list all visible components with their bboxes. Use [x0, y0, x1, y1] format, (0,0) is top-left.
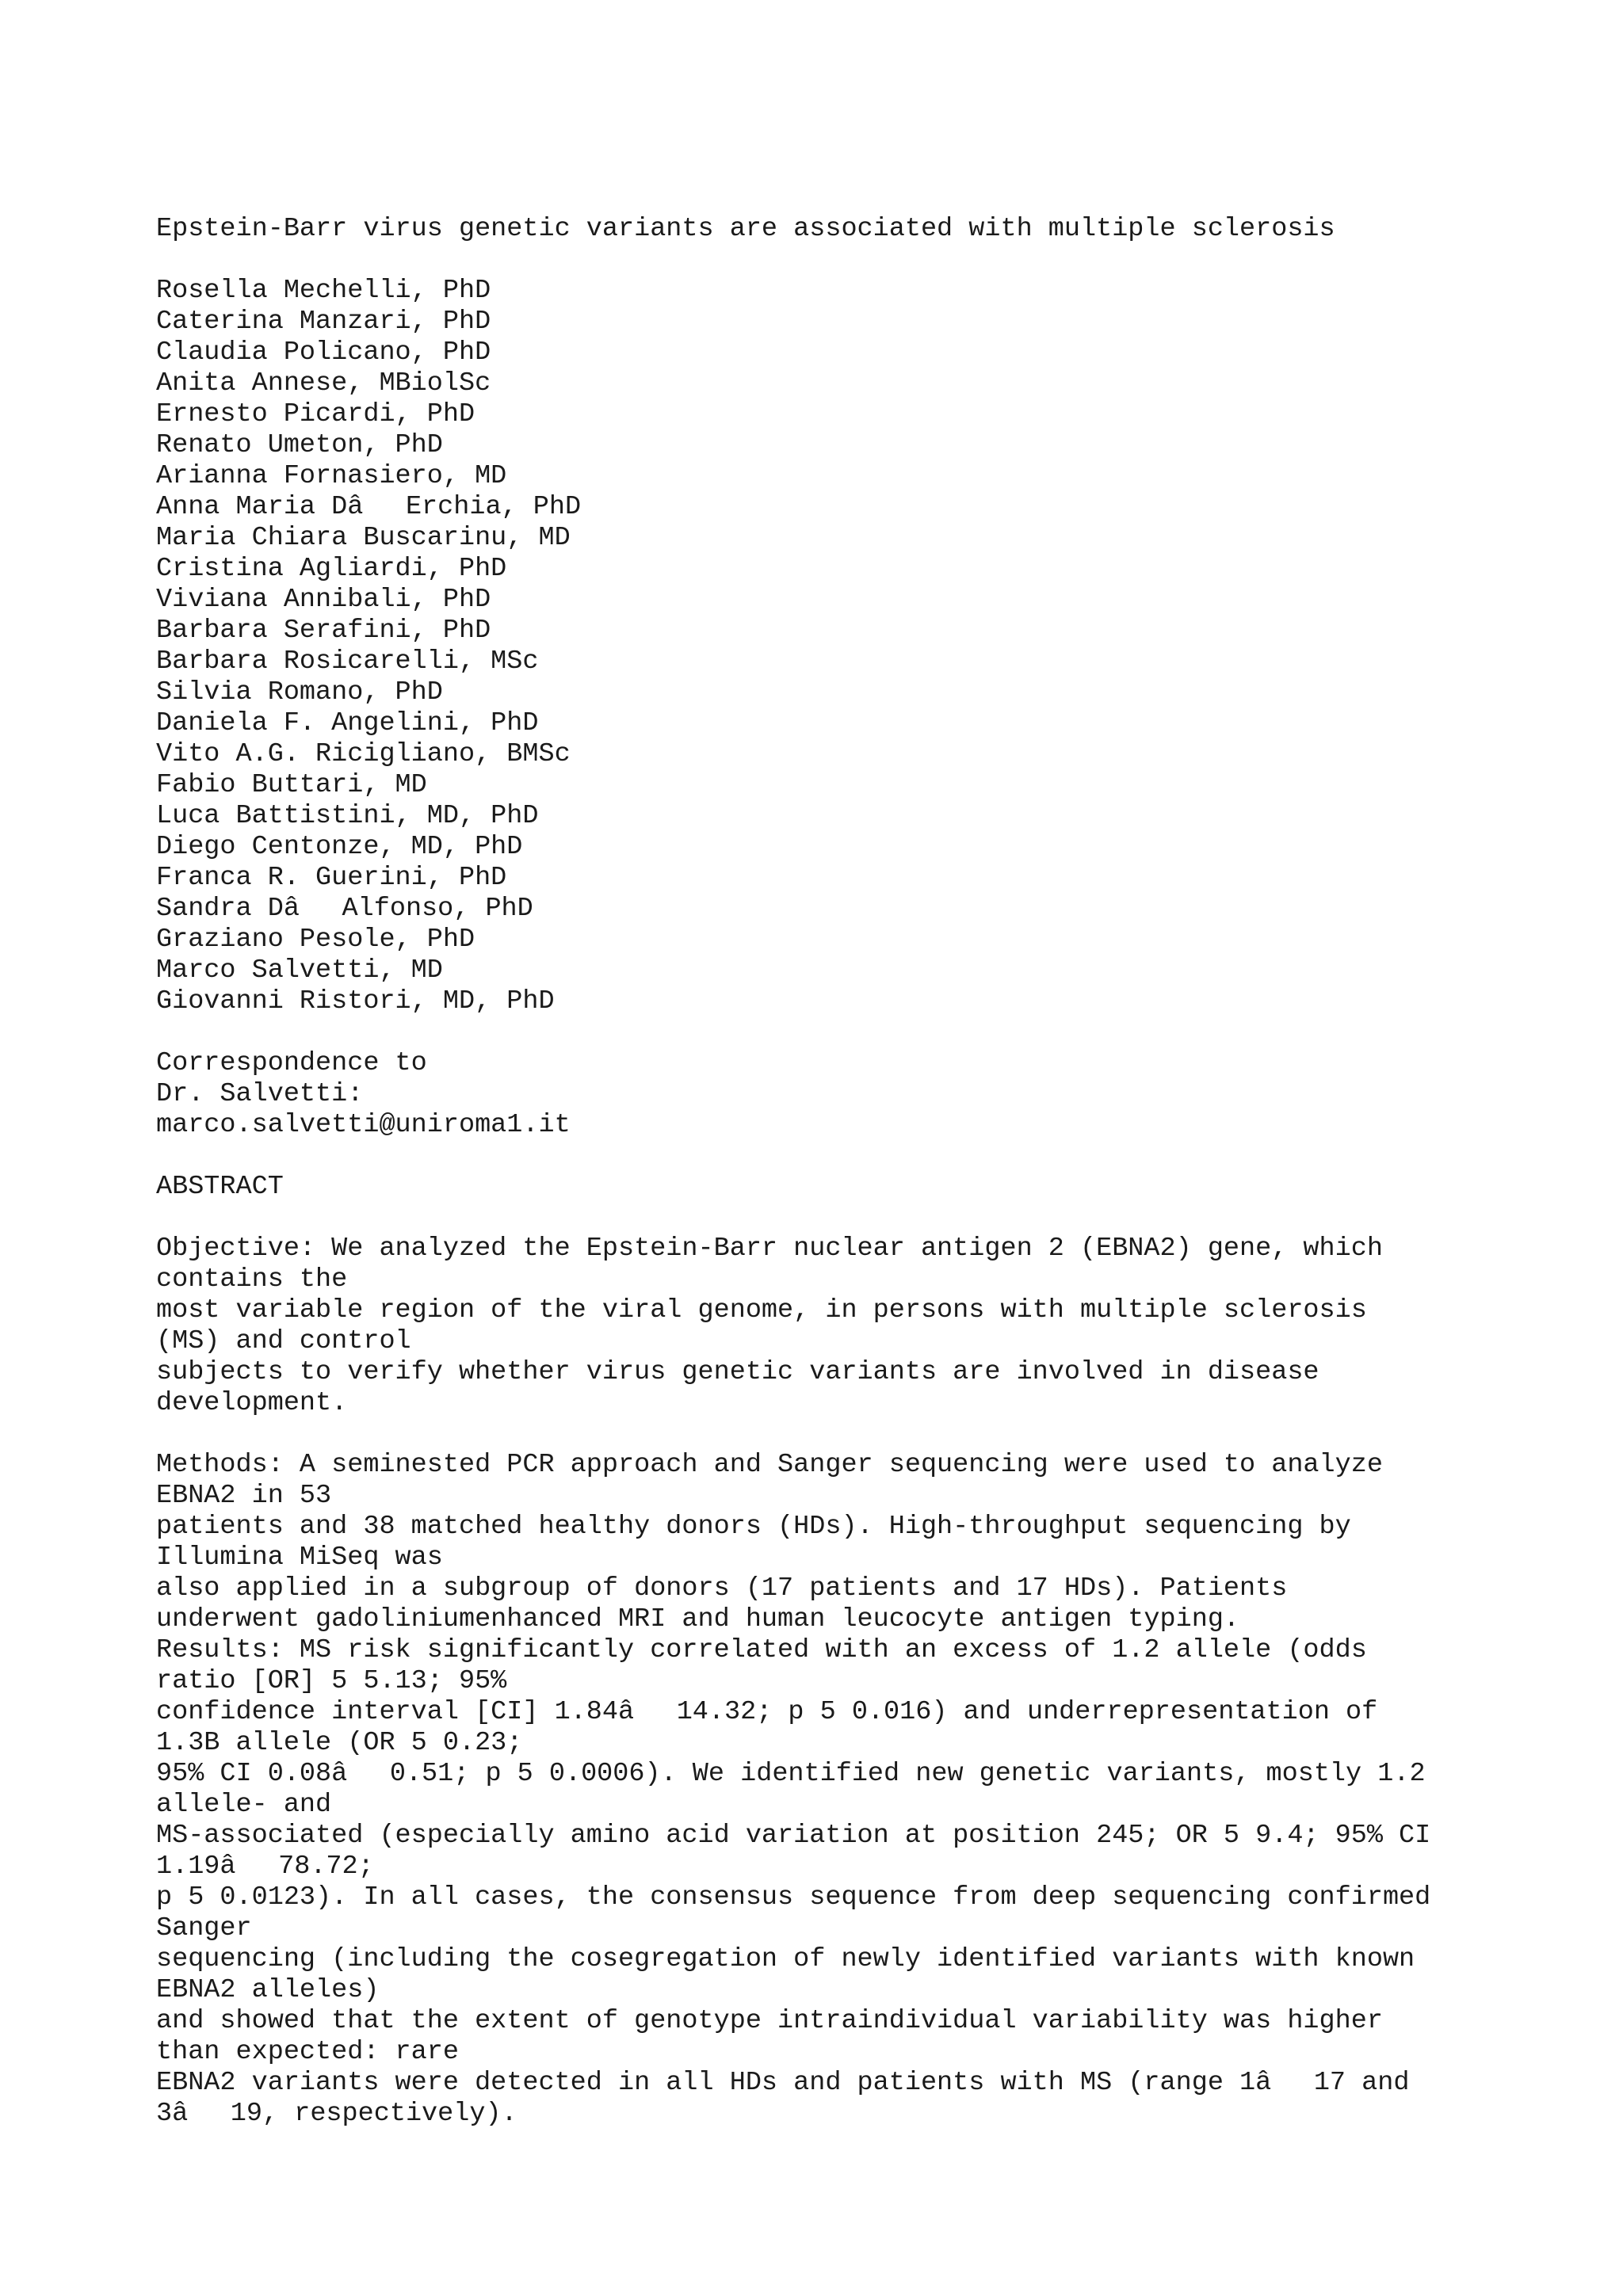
author-name: Fabio Buttari, MD [156, 770, 427, 800]
text-line: MS-associated (especially amino acid variation at position 245; OR 5 9.4; 95% CI [156, 1821, 1431, 1851]
author-name: Franca R. Guerini, PhD [156, 863, 507, 893]
text-line: Sanger [156, 1913, 252, 1943]
author-name: Daniela F. Angelini, PhD [156, 708, 539, 738]
text-line: Results: MS risk significantly correlated with an excess of 1.2 allele (odds [156, 1635, 1367, 1665]
author-name: Diego Centonze, MD, PhD [156, 832, 523, 862]
document-body [156, 214, 1551, 2130]
text-line: EBNA2 variants were detected in all HDs and patients with MS (range 1â17 and [156, 2068, 1410, 2098]
author-name: Renato Umeton, PhD [156, 430, 443, 460]
author-name: Luca Battistini, MD, PhD [156, 801, 539, 831]
text-line: EBNA2 alleles) [156, 1975, 380, 2005]
text-line: development. [156, 1388, 348, 1418]
text-line: 1.19â78.72; [156, 1852, 374, 1882]
text-line: (MS) and control [156, 1326, 411, 1356]
author-name: Barbara Rosicarelli, MSc [156, 646, 539, 677]
text-line: Illumina MiSeq was [156, 1543, 443, 1573]
text-line: contains the [156, 1264, 348, 1295]
author-name: Marco Salvetti, MD [156, 955, 443, 986]
author-name: Giovanni Ristori, MD, PhD [156, 986, 555, 1016]
correspondence-name: Dr. Salvetti: [156, 1079, 364, 1109]
author-name: Vito A.G. Ricigliano, BMSc [156, 739, 571, 769]
text-line: also applied in a subgroup of donors (17 patients and 17 HDs). Patients [156, 1573, 1288, 1604]
author-list [156, 276, 1551, 1017]
spacer [156, 1017, 1551, 1048]
text-line: and showed that the extent of genotype intraindividual variability was higher [156, 2006, 1383, 2036]
spacer [156, 1203, 1551, 1234]
author-name: Ernesto Picardi, PhD [156, 399, 475, 429]
author-name: Anna Maria DâErchia, PhD [156, 492, 582, 522]
author-name: Sandra DâAlfonso, PhD [156, 894, 533, 924]
spacer [156, 1419, 1551, 1450]
text-line: subjects to verify whether virus genetic variants are involved in disease [156, 1357, 1319, 1387]
text-line: than expected: rare [156, 2037, 459, 2067]
methods-results-paragraph [156, 1450, 1551, 2130]
author-name: Caterina Manzari, PhD [156, 307, 491, 337]
objective-paragraph [156, 1234, 1551, 1419]
author-name: Arianna Fornasiero, MD [156, 461, 507, 491]
text-line: 95% CI 0.08â0.51; p 5 0.0006). We identified new genetic variants, mostly 1.2 [156, 1759, 1426, 1789]
spacer [156, 1141, 1551, 1172]
author-name: Graziano Pesole, PhD [156, 925, 475, 955]
correspondence-block [156, 1048, 1551, 1141]
text-line: EBNA2 in 53 [156, 1481, 332, 1511]
correspondence-label: Correspondence to [156, 1048, 427, 1078]
spacer [156, 245, 1551, 276]
correspondence-email[interactable]: marco.salvetti@uniroma1.it [156, 1110, 571, 1140]
text-line: 1.3B allele (OR 5 0.23; [156, 1728, 523, 1758]
author-name: Maria Chiara Buscarinu, MD [156, 523, 571, 553]
text-line: Objective: We analyzed the Epstein-Barr nuclear antigen 2 (EBNA2) gene, which [156, 1234, 1383, 1264]
text-line: confidence interval [CI] 1.84â14.32; p 5 0.016) and underrepresentation of [156, 1697, 1378, 1727]
text-line: underwent gadoliniumenhanced MRI and human leucocyte antigen typing. [156, 1604, 1240, 1634]
text-line: Methods: A seminested PCR approach and Sanger sequencing were used to analyze [156, 1450, 1383, 1480]
abstract-heading: ABSTRACT [156, 1172, 284, 1202]
author-name: Viviana Annibali, PhD [156, 585, 491, 615]
text-line: sequencing (including the cosegregation of newly identified variants with known [156, 1944, 1415, 1974]
text-line: p 5 0.0123). In all cases, the consensus sequence from deep sequencing confirmed [156, 1882, 1431, 1913]
author-name: Claudia Policano, PhD [156, 338, 491, 368]
text-line: patients and 38 matched healthy donors (HDs). High-throughput sequencing by [156, 1512, 1351, 1542]
document-title: Epstein-Barr virus genetic variants are associated with multiple sclerosis [156, 214, 1335, 244]
text-line: 3â19, respectively). [156, 2099, 517, 2129]
author-name: Silvia Romano, PhD [156, 677, 443, 707]
text-line: ratio [OR] 5 5.13; 95% [156, 1666, 507, 1696]
text-line: most variable region of the viral genome, in persons with multiple sclerosis [156, 1295, 1367, 1325]
author-name: Cristina Agliardi, PhD [156, 554, 507, 584]
author-name: Anita Annese, MBiolSc [156, 368, 491, 399]
author-name: Barbara Serafini, PhD [156, 616, 491, 646]
text-line: allele- and [156, 1790, 332, 1820]
author-name: Rosella Mechelli, PhD [156, 276, 491, 306]
